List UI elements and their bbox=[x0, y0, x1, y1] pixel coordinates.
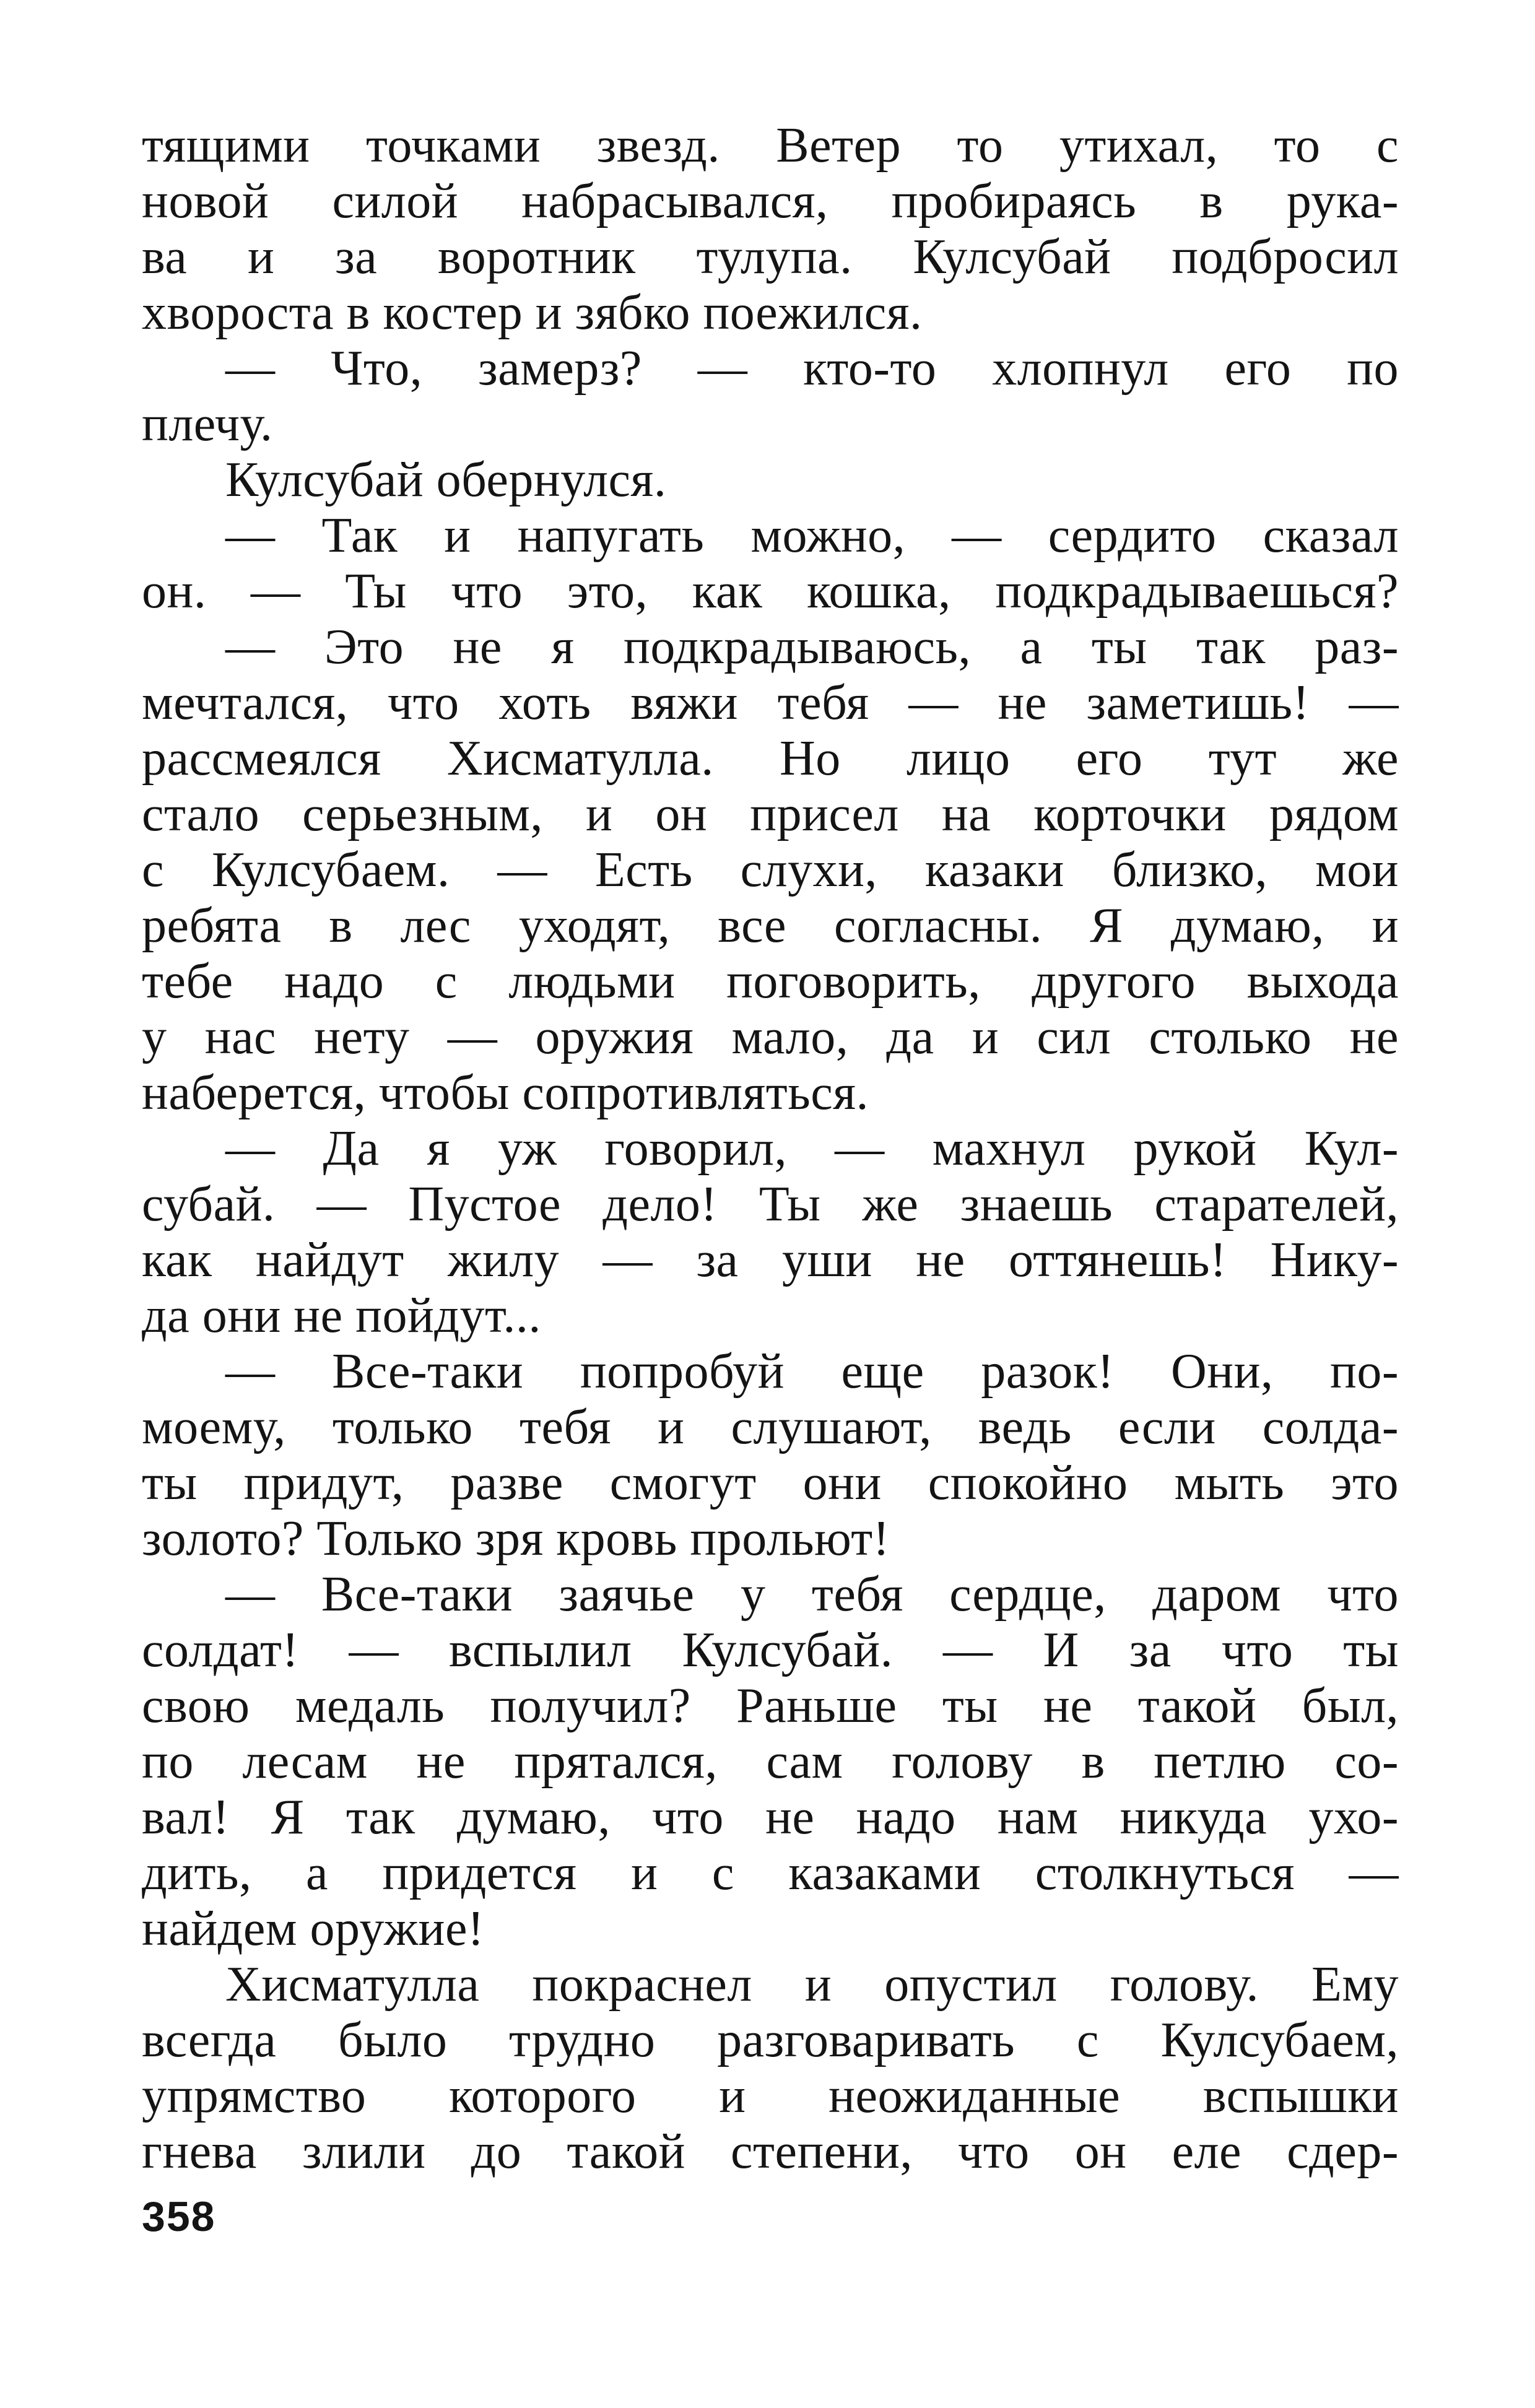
text-line: рассмеялся Хисматулла. Но лицо его тут же bbox=[142, 731, 1399, 786]
text-line: — Что, замерз? — кто-то хлопнул его по bbox=[225, 341, 1399, 396]
text-line: по лесам не прятался, сам голову в петлю со- bbox=[142, 1734, 1399, 1789]
text-line: как найдут жилу — за уши не оттянешь! Нику- bbox=[142, 1233, 1399, 1287]
text-line: солдат! — вспылил Кулсубай. — И за что ты bbox=[142, 1623, 1399, 1677]
text-line: — Это не я подкрадываюсь, а ты так раз- bbox=[225, 620, 1399, 674]
text-line: новой силой набрасывался, пробираясь в рука- bbox=[142, 174, 1399, 228]
text-line: стало серьезным, и он присел на корточки рядом bbox=[142, 787, 1399, 841]
text-line: упрямство которого и неожиданные вспышки bbox=[142, 2069, 1399, 2123]
text-line: ребята в лес уходят, все согласны. Я думаю, и bbox=[142, 898, 1399, 953]
text-line: плечу. bbox=[142, 397, 273, 451]
page-number: 358 bbox=[142, 2193, 216, 2240]
text-line: — Так и напугать можно, — сердито сказал bbox=[225, 508, 1399, 563]
text-line: дить, а придется и с казаками столкнуться — bbox=[142, 1846, 1399, 1900]
page-text bbox=[142, 118, 1399, 2180]
text-line: ты придут, разве смогут они спокойно мыть это bbox=[142, 1456, 1399, 1510]
text-line: ва и за воротник тулупа. Кулсубай подбросил bbox=[142, 230, 1399, 284]
text-line: с Кулсубаем. — Есть слухи, казаки близко, мои bbox=[142, 843, 1399, 897]
text-line: вал! Я так думаю, что не надо нам никуда ухо- bbox=[142, 1790, 1399, 1845]
text-line: у нас нету — оружия мало, да и сил столько не bbox=[142, 1010, 1399, 1064]
text-line: субай. — Пустое дело! Ты же знаешь старателей, bbox=[142, 1177, 1399, 1232]
text-line: золото? Только зря кровь прольют! bbox=[142, 1511, 890, 1566]
text-line: Кулсубай обернулся. bbox=[225, 453, 667, 507]
text-line: да они не пойдут... bbox=[142, 1289, 541, 1343]
text-line: всегда было трудно разговаривать с Кулсубаем, bbox=[142, 2013, 1399, 2067]
text-line: наберется, чтобы сопротивляться. bbox=[142, 1066, 869, 1120]
text-line: он. — Ты что это, как кошка, подкрадываешься? bbox=[142, 564, 1399, 619]
text-line: тящими точками звезд. Ветер то утихал, то с bbox=[142, 118, 1399, 173]
text-line: свою медаль получил? Раньше ты не такой был, bbox=[142, 1679, 1399, 1733]
text-line: — Да я уж говорил, — махнул рукой Кул- bbox=[225, 1121, 1399, 1176]
text-line: найдем оружие! bbox=[142, 1902, 485, 1956]
text-line: хвороста в костер и зябко поежился. bbox=[142, 285, 923, 340]
text-line: мечтался, что хоть вяжи тебя — не заметишь! — bbox=[142, 676, 1399, 730]
text-line: — Все-таки попробуй еще разок! Они, по- bbox=[225, 1344, 1399, 1399]
text-line: моему, только тебя и слушают, ведь если солда- bbox=[142, 1400, 1399, 1454]
text-line: гнева злили до такой степени, что он еле сдер- bbox=[142, 2124, 1399, 2179]
text-line: тебе надо с людьми поговорить, другого выхода bbox=[142, 954, 1399, 1009]
text-line: — Все-таки заячье у тебя сердце, даром что bbox=[225, 1567, 1399, 1622]
text-line: Хисматулла покраснел и опустил голову. Ему bbox=[225, 1957, 1399, 2012]
